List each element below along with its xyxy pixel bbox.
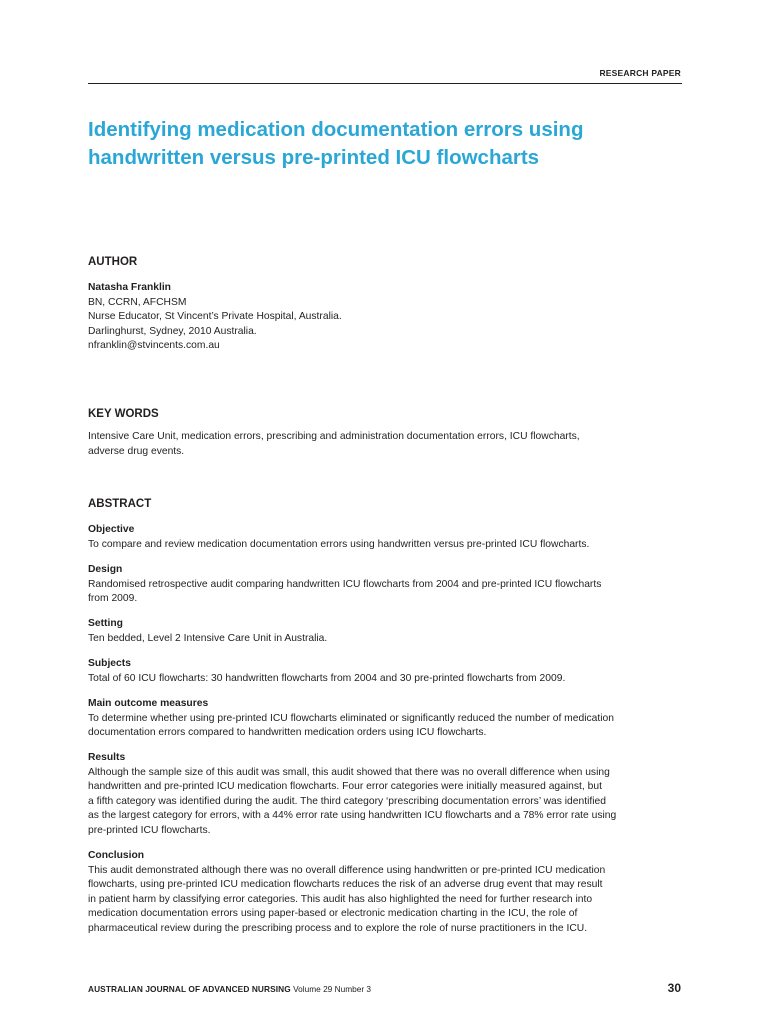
- title-line: Identifying medication documentation errors using: [88, 118, 584, 141]
- author-position: Nurse Educator, St Vincent’s Private Hospital, Australia.: [88, 311, 342, 323]
- abstract-setting: [88, 617, 682, 646]
- paper-title: [88, 116, 688, 172]
- abstract-objective: [88, 523, 682, 552]
- abstract-design: [88, 563, 682, 607]
- abstract-heading: ABSTRACT: [88, 498, 152, 510]
- abstract-line: in patient harm by classifying error categories. This audit has also highlighted the need for further research into: [88, 893, 593, 905]
- abstract-line: To determine whether using pre-printed ICU flowcharts eliminated or significantly reduced the number of medication: [88, 712, 614, 724]
- author-email: nfranklin@stvincents.com.au: [88, 340, 220, 352]
- abstract-line: medication documentation errors using paper-based or electronic medication charting in the ICU, the role of: [88, 908, 578, 920]
- footer-citation: [88, 984, 371, 994]
- page-number: 30: [667, 981, 681, 995]
- abstract-results: [88, 751, 682, 839]
- keywords-text: [88, 430, 682, 459]
- abstract-line: from 2009.: [88, 593, 138, 605]
- section-label: RESEARCH PAPER: [599, 68, 681, 78]
- abstract-line: handwritten and pre-printed ICU medication flowcharts. Four error categories were initially measured against, but: [88, 781, 602, 793]
- abstract-line: as the largest category for errors, with a 44% error rate using handwritten ICU flowcharts and a 78% error rate using: [88, 810, 617, 822]
- abstract-line: This audit demonstrated although there was no overall difference using handwritten or pre-printed ICU medication: [88, 864, 606, 876]
- subsection-title: Objective: [88, 524, 135, 535]
- abstract-line: flowcharts, using pre-printed ICU medication flowcharts reduces the risk of an adverse drug event that may result: [88, 879, 603, 891]
- subsection-title: Setting: [88, 618, 123, 629]
- author-credentials: BN, CCRN, AFCHSM: [88, 296, 187, 308]
- abstract-line: a fifth category was identified during the audit. The third category ‘prescribing documentation errors’ was identified: [88, 795, 606, 807]
- author-heading: AUTHOR: [88, 256, 138, 268]
- keywords-heading: KEY WORDS: [88, 408, 159, 420]
- abstract-line: Ten bedded, Level 2 Intensive Care Unit in Australia.: [88, 632, 328, 644]
- abstract-line: pharmaceutical review during the prescribing process and to explore the role of nurse practitioners in the ICU.: [88, 922, 588, 934]
- abstract-line: To compare and review medication documentation errors using handwritten versus pre-printed ICU flowcharts.: [88, 538, 590, 550]
- abstract-conclusion: [88, 849, 682, 937]
- journal-name: AUSTRALIAN JOURNAL OF ADVANCED NURSING: [88, 984, 291, 994]
- author-name: Natasha Franklin: [88, 282, 171, 293]
- author-location: Darlinghurst, Sydney, 2010 Australia.: [88, 325, 257, 337]
- abstract-line: Total of 60 ICU flowcharts: 30 handwritten flowcharts from 2004 and 30 pre-printed flowcharts from 2009.: [88, 672, 566, 684]
- abstract-outcome-measures: [88, 697, 682, 741]
- header-divider: [88, 83, 682, 84]
- abstract-line: Randomised retrospective audit comparing handwritten ICU flowcharts from 2004 and pre-printed ICU flowcharts: [88, 578, 602, 590]
- keywords-line: Intensive Care Unit, medication errors, prescribing and administration documentation errors, ICU flowcharts,: [88, 431, 580, 442]
- subsection-title: Main outcome measures: [88, 698, 209, 709]
- keywords-line: adverse drug events.: [88, 445, 185, 457]
- abstract-subjects: [88, 657, 682, 686]
- title-line: handwritten versus pre-printed ICU flowcharts: [88, 146, 540, 169]
- subsection-title: Conclusion: [88, 850, 145, 861]
- author-block: [88, 281, 682, 354]
- abstract-line: Although the sample size of this audit was small, this audit showed that there was no overall difference when using: [88, 766, 610, 778]
- subsection-title: Subjects: [88, 658, 131, 669]
- abstract-line: documentation errors compared to handwritten medication orders using ICU flowcharts.: [88, 727, 487, 739]
- subsection-title: Design: [88, 564, 123, 575]
- subsection-title: Results: [88, 752, 126, 763]
- abstract-line: pre-printed ICU flowcharts.: [88, 824, 211, 836]
- journal-issue: Volume 29 Number 3: [293, 984, 372, 994]
